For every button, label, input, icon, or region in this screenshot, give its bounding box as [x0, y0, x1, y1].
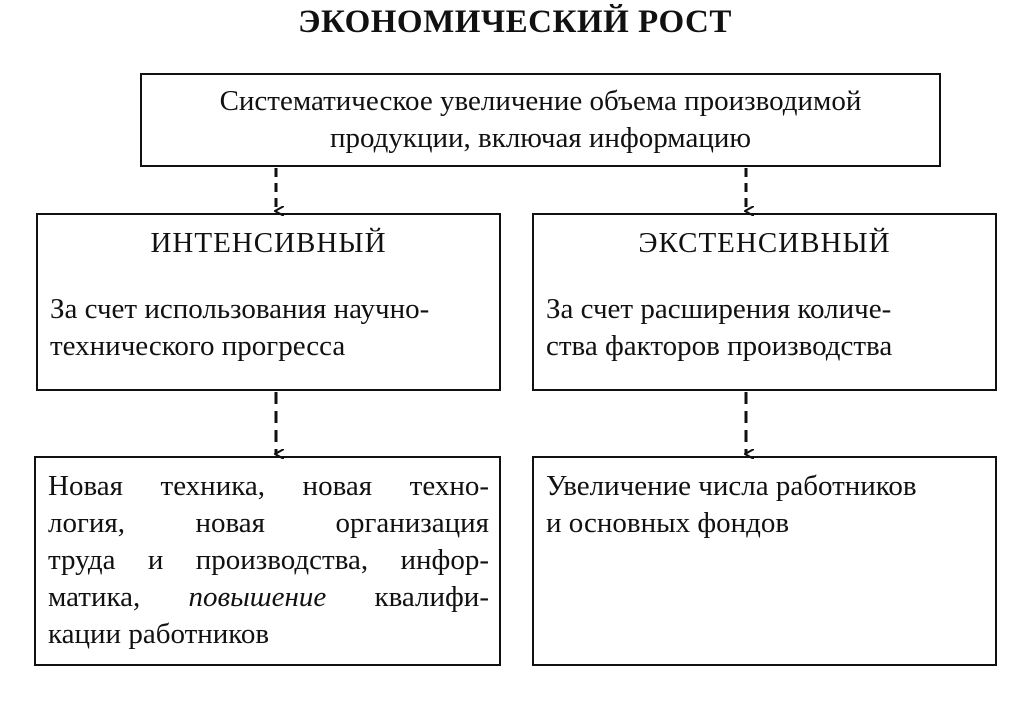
extensive-examples-line: и основных фондов	[546, 507, 790, 539]
extensive-description	[534, 291, 995, 365]
intensive-examples-line	[48, 579, 489, 616]
definition-line: продукции, включая информацию	[329, 122, 752, 154]
intensive-examples-fragment: квалифи-	[326, 581, 489, 613]
intensive-examples-box	[34, 456, 501, 666]
intensive-examples-line: труда и производства, инфор-	[48, 544, 489, 576]
intensive-examples-line: Новая техника, новая техно-	[48, 470, 489, 502]
extensive-box	[532, 213, 997, 391]
intensive-box	[36, 213, 501, 391]
intensive-examples-fragment: матика,	[48, 581, 189, 613]
extensive-examples-box	[532, 456, 997, 666]
intensive-examples	[36, 468, 499, 653]
extensive-description-line: За счет расширения количе-	[546, 293, 892, 325]
intensive-examples-line: кации работников	[48, 618, 270, 650]
extensive-examples	[534, 468, 995, 542]
intensive-heading: ИНТЕНСИВНЫЙ	[150, 227, 387, 259]
definition-line: Систематическое увеличение объема производимой	[219, 85, 862, 117]
intensive-description-line: технического прогресса	[50, 330, 346, 362]
diagram-title: ЭКОНОМИЧЕСКИЙ РОСТ	[298, 4, 732, 40]
extensive-examples-line: Увеличение числа работников	[546, 470, 917, 502]
intensive-examples-italic: повышение	[188, 581, 327, 613]
intensive-examples-line: логия, новая организация	[48, 507, 489, 539]
intensive-description-line: За счет использования научно-	[50, 293, 430, 325]
intensive-description	[38, 291, 499, 365]
definition-box	[140, 73, 941, 167]
extensive-heading: ЭКСТЕНСИВНЫЙ	[638, 227, 891, 259]
extensive-description-line: ства факторов производства	[546, 330, 893, 362]
